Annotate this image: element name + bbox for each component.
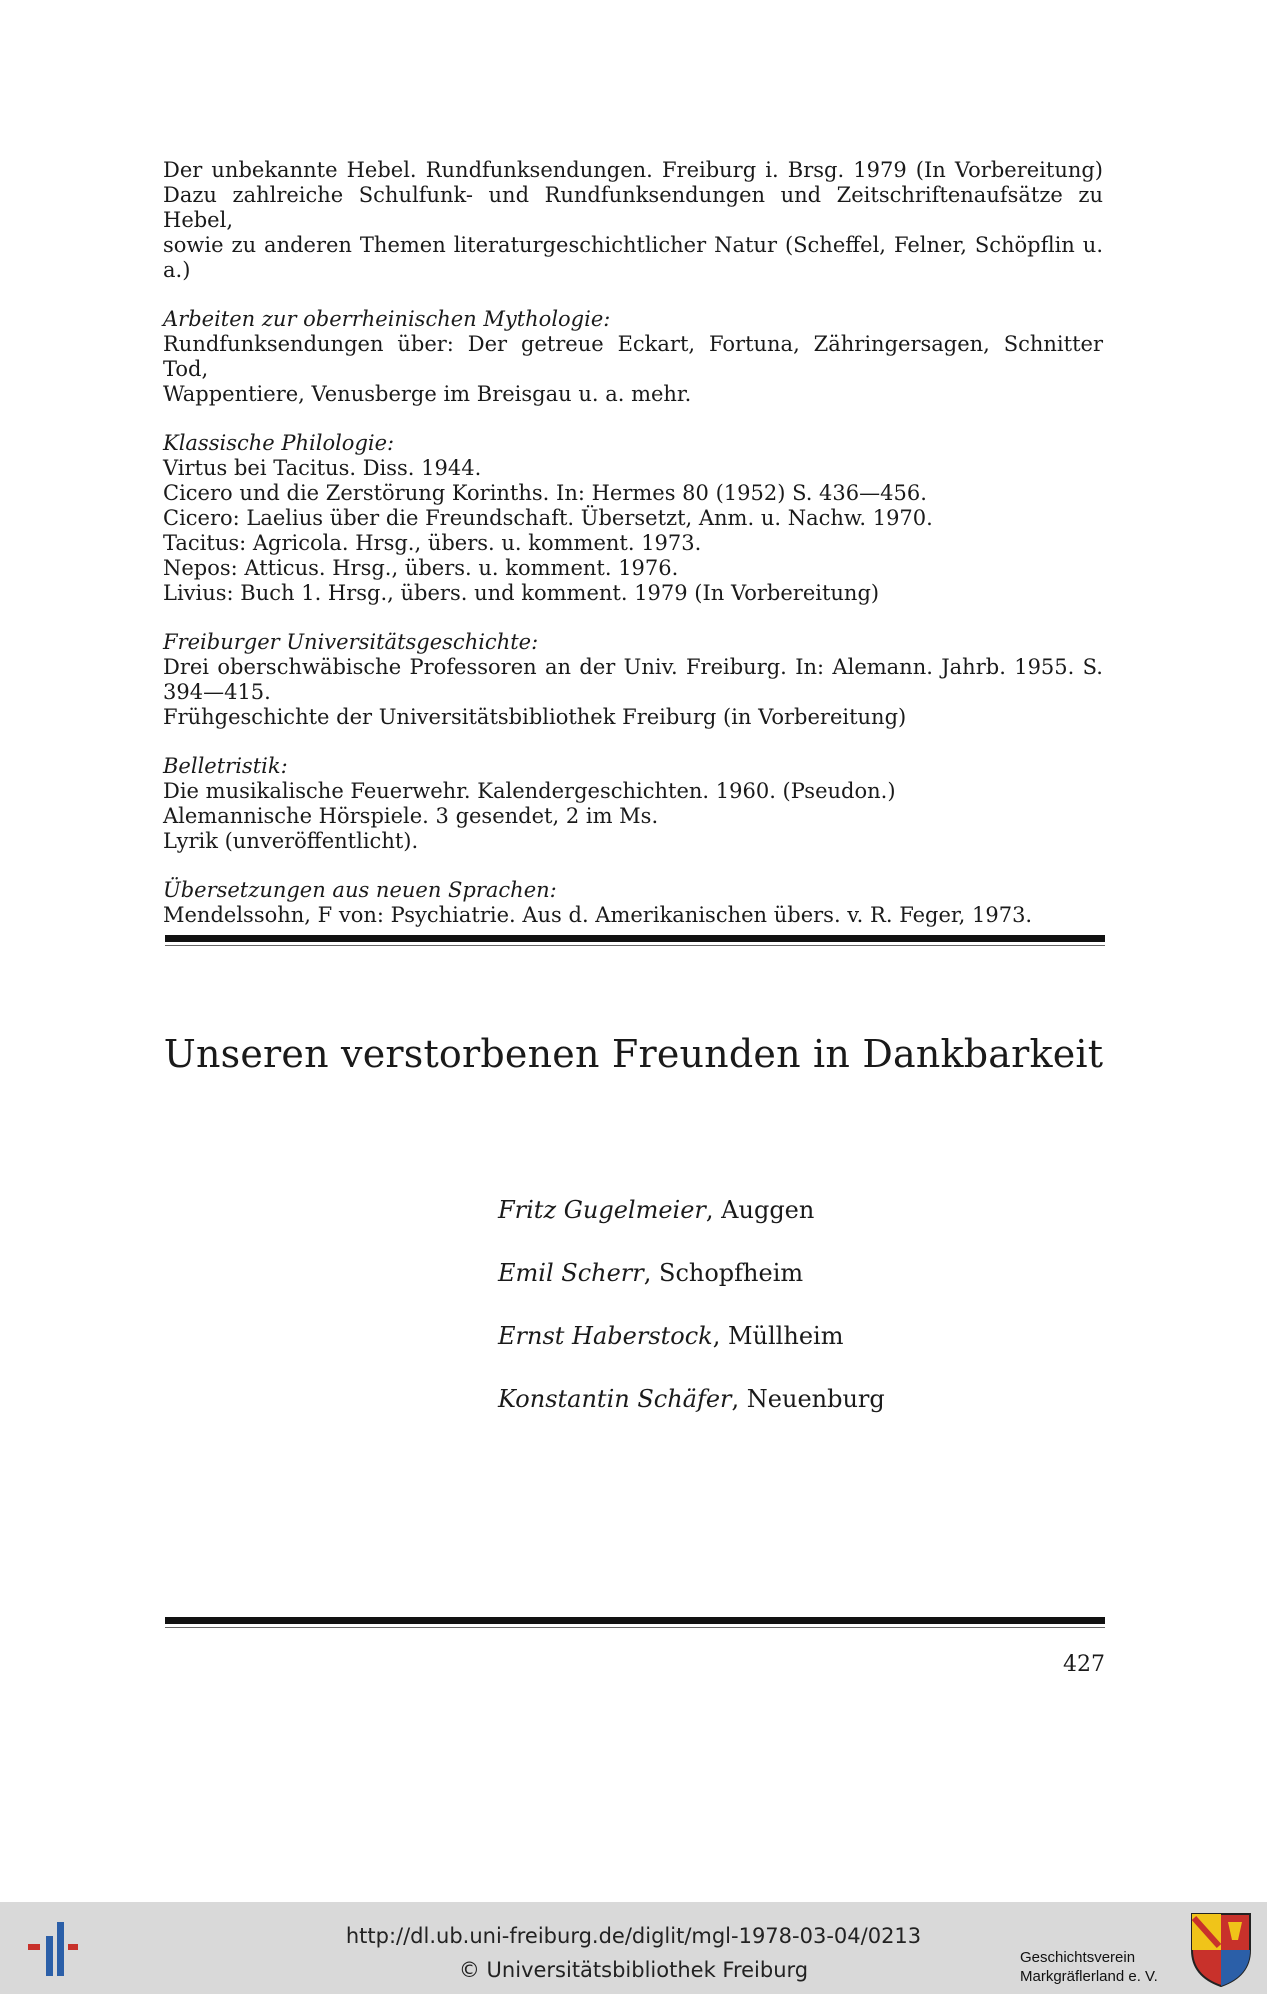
page-number: 427 xyxy=(1063,1652,1105,1677)
entry-line: Rundfunksendungen über: Der getreue Eckart, Fortuna, Zähringersagen, Schnitter Tod, xyxy=(163,332,1103,381)
footer-url-link[interactable]: http://dl.ub.uni-freiburg.de/diglit/mgl-1978-03-04/0213 xyxy=(345,1924,922,1948)
person-name: Ernst Haberstock xyxy=(498,1322,713,1350)
entry-line: Lyrik (unveröffentlicht). xyxy=(163,829,419,853)
section-heading: Belletristik: xyxy=(163,754,288,778)
memorial-person xyxy=(498,1196,885,1259)
entry-line: Frühgeschichte der Universitätsbibliothek Freiburg (in Vorbereitung) xyxy=(163,705,907,729)
society-name xyxy=(1020,1948,1158,1986)
footer-copyright: © Universitätsbibliothek Freiburg xyxy=(458,1958,809,1982)
markgraeflerland-crest-icon[interactable] xyxy=(1188,1910,1254,1988)
intro-block xyxy=(163,158,1103,283)
intro-line: Der unbekannte Hebel. Rundfunksendungen. Freiburg i. Brsg. 1979 (In Vorbereitung) xyxy=(163,158,1103,182)
entry-line: Wappentiere, Venusberge im Breisgau u. a. mehr. xyxy=(163,382,692,406)
entry-line: Virtus bei Tacitus. Diss. 1944. xyxy=(163,456,482,480)
entry-line: 394—415. xyxy=(163,680,271,704)
society-line-2: Markgräflerland e. V. xyxy=(1020,1968,1158,1985)
entry-line: Cicero: Laelius über die Freundschaft. Übersetzt, Anm. u. Nachw. 1970. xyxy=(163,506,933,530)
entry-line: Alemannische Hörspiele. 3 gesendet, 2 im Ms. xyxy=(163,804,659,828)
person-name: Emil Scherr xyxy=(498,1259,644,1287)
memorial-title: Unseren verstorbenen Freunden in Dankbarkeit xyxy=(163,1032,1104,1076)
person-place: , Müllheim xyxy=(712,1322,844,1350)
section-heading: Freiburger Universitätsgeschichte: xyxy=(163,630,539,654)
entry-line: Die musikalische Feuerwehr. Kalendergeschichten. 1960. (Pseudon.) xyxy=(163,779,896,803)
footer-bar xyxy=(0,1902,1267,1994)
entry-line: Livius: Buch 1. Hrsg., übers. und komment. 1979 (In Vorbereitung) xyxy=(163,581,880,605)
intro-line: Dazu zahlreiche Schulfunk- und Rundfunksendungen und Zeitschriftenaufsätze zu Hebel, xyxy=(163,183,1103,232)
intro-line: sowie zu anderen Themen literaturgeschichtlicher Natur (Scheffel, Felner, Schöpflin u. a.) xyxy=(163,233,1103,282)
bibliography xyxy=(163,158,1103,952)
person-name: Konstantin Schäfer xyxy=(498,1385,732,1413)
divider-rule-top xyxy=(165,935,1105,942)
section-heading: Übersetzungen aus neuen Sprachen: xyxy=(163,878,557,902)
entry-line: Cicero und die Zerstörung Korinths. In: Hermes 80 (1952) S. 436—456. xyxy=(163,481,927,505)
memorial-list xyxy=(498,1196,885,1448)
section-heading: Klassische Philologie: xyxy=(163,431,395,455)
entry-line: Tacitus: Agricola. Hrsg., übers. u. komment. 1973. xyxy=(163,531,702,555)
person-place: , Neuenburg xyxy=(731,1385,885,1413)
person-place: , Auggen xyxy=(705,1196,815,1224)
section-uebersetzungen xyxy=(163,878,1103,928)
section-heading: Arbeiten zur oberrheinischen Mythologie: xyxy=(163,307,611,331)
section-mythologie xyxy=(163,307,1103,407)
section-belletristik xyxy=(163,754,1103,854)
entry-line: Drei oberschwäbische Professoren an der Univ. Freiburg. In: Alemann. Jahrb. 1955. S. xyxy=(163,655,1103,679)
person-place: , Schopfheim xyxy=(643,1259,804,1287)
memorial-person xyxy=(498,1322,885,1385)
divider-rule-bottom xyxy=(165,1617,1105,1624)
society-line-1: Geschichtsverein xyxy=(1020,1949,1136,1966)
memorial-person xyxy=(498,1259,885,1322)
person-name: Fritz Gugelmeier xyxy=(498,1196,706,1224)
section-philologie xyxy=(163,431,1103,606)
entry-line: Mendelssohn, F von: Psychiatrie. Aus d. Amerikanischen übers. v. R. Feger, 1973. xyxy=(163,903,1033,927)
entry-line: Nepos: Atticus. Hrsg., übers. u. komment. 1976. xyxy=(163,556,679,580)
memorial-person xyxy=(498,1385,885,1448)
section-universitaetsgeschichte xyxy=(163,630,1103,730)
